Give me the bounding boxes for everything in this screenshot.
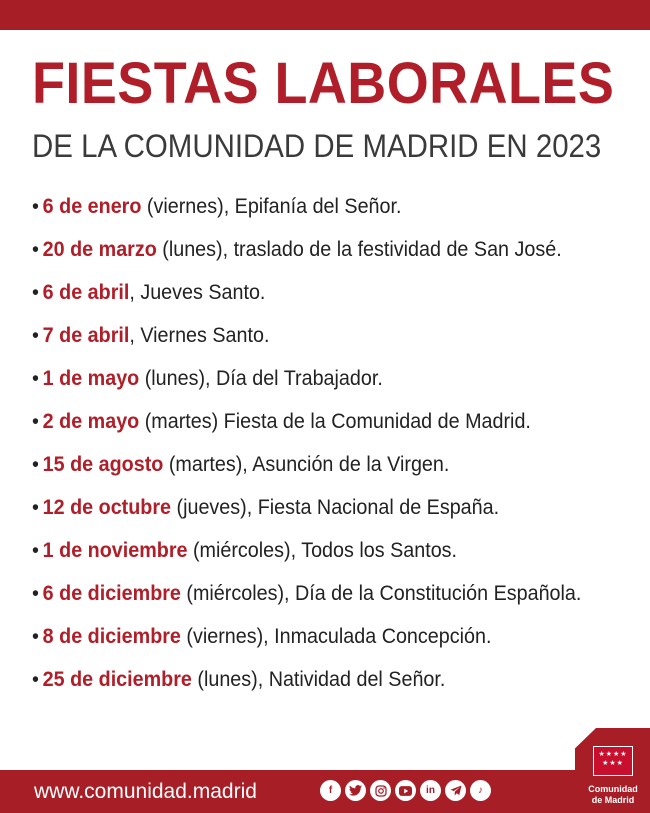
telegram-icon[interactable] bbox=[445, 780, 466, 801]
holiday-date: 2 de mayo bbox=[42, 410, 140, 433]
madrid-flag-logo bbox=[593, 746, 633, 776]
holiday-description: (viernes), Epifanía del Señor. bbox=[141, 195, 402, 218]
stars-icon: ★★★★ ★★★ bbox=[598, 751, 628, 767]
holiday-description: (jueves), Fiesta Nacional de España. bbox=[171, 496, 500, 519]
holiday-date: 20 de marzo bbox=[42, 238, 157, 261]
holiday-date: 6 de diciembre bbox=[42, 582, 181, 605]
twitter-icon[interactable] bbox=[345, 780, 366, 801]
bullet-icon: • bbox=[32, 625, 39, 648]
holiday-date: 1 de mayo bbox=[42, 367, 140, 390]
holiday-date: 6 de abril bbox=[42, 281, 130, 304]
list-item bbox=[32, 534, 596, 577]
list-item bbox=[32, 319, 596, 362]
holiday-description: (martes), Asunción de la Virgen. bbox=[163, 453, 450, 476]
instagram-icon[interactable] bbox=[370, 780, 391, 801]
list-item bbox=[32, 190, 596, 233]
linkedin-icon[interactable]: in bbox=[420, 780, 441, 801]
list-item bbox=[32, 491, 596, 534]
bullet-icon: • bbox=[32, 281, 39, 304]
holiday-description: , Jueves Santo. bbox=[129, 281, 266, 304]
youtube-icon[interactable] bbox=[395, 780, 416, 801]
bullet-icon: • bbox=[32, 582, 39, 605]
list-item bbox=[32, 233, 596, 276]
page-subtitle: DE LA COMUNIDAD DE MADRID EN 2023 bbox=[32, 128, 602, 164]
holiday-description: (lunes), Natividad del Señor. bbox=[191, 668, 446, 691]
bullet-icon: • bbox=[32, 453, 39, 476]
holiday-date: 7 de abril bbox=[42, 324, 130, 347]
bullet-icon: • bbox=[32, 539, 39, 562]
holiday-description: (martes) Fiesta de la Comunidad de Madrid. bbox=[139, 410, 531, 433]
holiday-date: 8 de diciembre bbox=[42, 625, 181, 648]
logo-line-1: Comunidad bbox=[588, 784, 638, 794]
list-item bbox=[32, 276, 596, 319]
holiday-date: 1 de noviembre bbox=[42, 539, 188, 562]
holiday-list bbox=[32, 190, 632, 706]
website-link[interactable]: www.comunidad.madrid bbox=[34, 780, 257, 803]
list-item bbox=[32, 577, 596, 620]
bullet-icon: • bbox=[32, 496, 39, 519]
holiday-description: , Viernes Santo. bbox=[129, 324, 270, 347]
holiday-date: 6 de enero bbox=[42, 195, 142, 218]
page-title: FIESTAS LABORALES bbox=[32, 51, 615, 116]
bullet-icon: • bbox=[32, 410, 39, 433]
bullet-icon: • bbox=[32, 238, 39, 261]
bullet-icon: • bbox=[32, 668, 39, 691]
bullet-icon: • bbox=[32, 195, 39, 218]
holiday-description: (miércoles), Día de la Constitución Española. bbox=[180, 582, 582, 605]
bullet-icon: • bbox=[32, 367, 39, 390]
top-bar bbox=[0, 0, 650, 30]
list-item bbox=[32, 620, 596, 663]
list-item bbox=[32, 448, 596, 491]
list-item bbox=[32, 405, 596, 448]
list-item bbox=[32, 362, 596, 405]
holiday-description: (viernes), Inmaculada Concepción. bbox=[180, 625, 492, 648]
holiday-date: 15 de agosto bbox=[42, 453, 164, 476]
logo-line-2: de Madrid bbox=[591, 795, 635, 805]
holiday-date: 25 de diciembre bbox=[42, 668, 192, 691]
logo-text bbox=[580, 784, 646, 806]
holiday-description: (miércoles), Todos los Santos. bbox=[187, 539, 458, 562]
holiday-description: (lunes), traslado de la festividad de San José. bbox=[156, 238, 562, 261]
footer-bar bbox=[0, 770, 650, 813]
bullet-icon: • bbox=[32, 324, 39, 347]
tiktok-icon[interactable]: ♪ bbox=[470, 780, 491, 801]
holiday-date: 12 de octubre bbox=[42, 496, 172, 519]
holiday-description: (lunes), Día del Trabajador. bbox=[139, 367, 383, 390]
social-icons bbox=[320, 780, 491, 801]
facebook-icon[interactable]: f bbox=[320, 780, 341, 801]
list-item bbox=[32, 663, 596, 706]
